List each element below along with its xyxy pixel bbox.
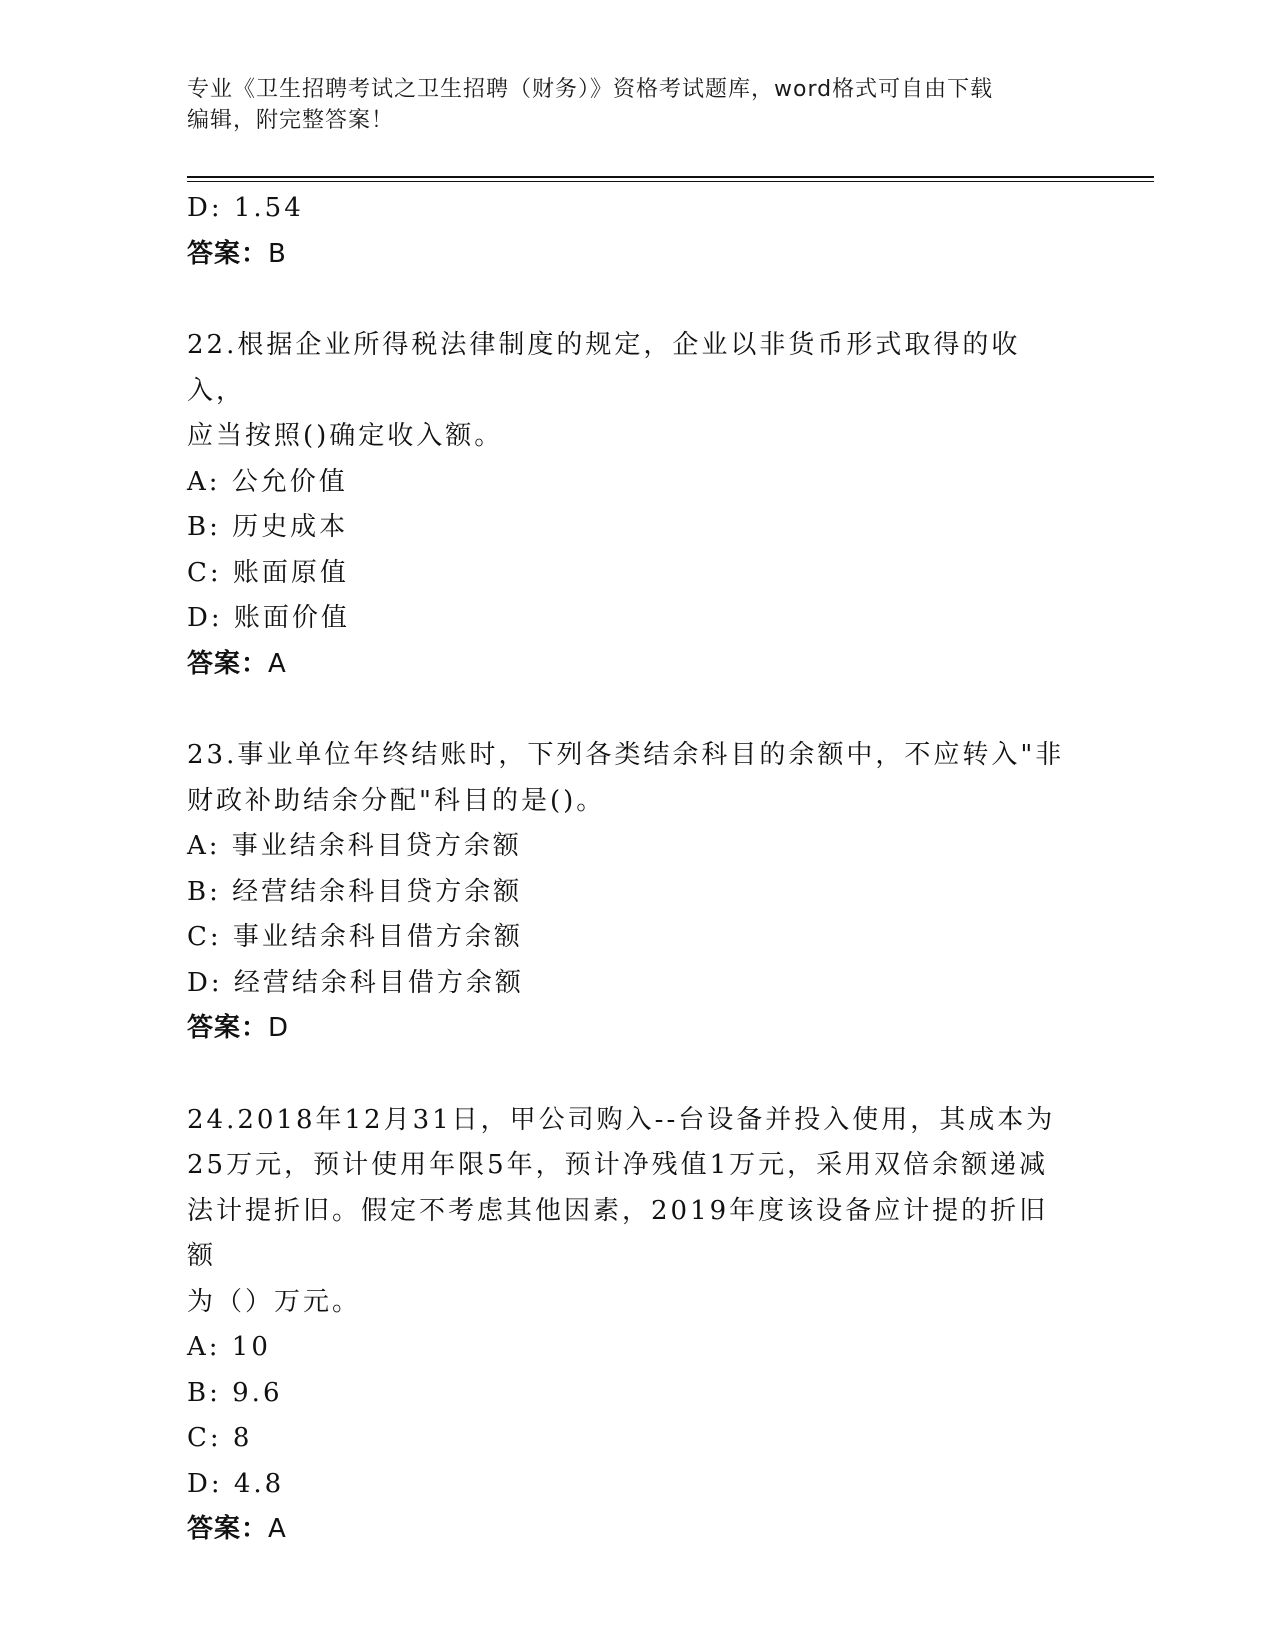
answer-value: D	[268, 1013, 290, 1043]
header-line-1: 专业《卫生招聘考试之卫生招聘（财务）》资格考试题库，word格式可自由下载	[187, 77, 994, 102]
answer-value: A	[268, 1514, 287, 1544]
stem-line: 25万元，预计使用年限5年，预计净残值1万元，采用双倍余额递减	[187, 1150, 1049, 1180]
option-d: D: 经营结余科目借方余额	[187, 967, 524, 998]
answer-label: 答案：	[187, 1514, 269, 1544]
stem-line: 为（）万元。	[187, 1286, 362, 1317]
header-divider-thin	[187, 181, 1154, 182]
stem-line: 应当按照()确定收入额。	[187, 421, 504, 451]
question-list	[187, 186, 1067, 1553]
spacer	[187, 277, 1067, 323]
option-d: D: 4.8	[187, 1468, 285, 1499]
question-22	[187, 323, 1067, 687]
answer-value: B	[268, 238, 287, 269]
header-line-2: 编辑，附完整答案！	[187, 108, 395, 133]
option-b: B: 经营结余科目贷方余额	[187, 876, 523, 907]
spacer	[187, 1052, 1067, 1098]
option-b: B: 9.6	[187, 1377, 283, 1408]
option-a: A: 公允价值	[187, 466, 348, 497]
answer-label: 答案：	[187, 238, 269, 269]
stem-line: 24.2018年12月31日，甲公司购入--台设备并投入使用，其成本为	[187, 1104, 1056, 1135]
answer-value: A	[268, 648, 287, 679]
stem-line: 财政补助结余分配"科目的是()。	[187, 785, 606, 816]
option-b: B: 历史成本	[187, 512, 349, 542]
stem-line: 23.事业单位年终结账时，下列各类结余科目的余额中，不应转入"非	[187, 740, 1065, 770]
question-stem	[187, 733, 1067, 824]
answer	[187, 642, 1067, 688]
answer-label: 答案：	[187, 1013, 269, 1043]
question-23	[187, 733, 1067, 1052]
option-c: C: 8	[187, 1423, 253, 1453]
document-header	[187, 74, 1067, 136]
prev-answer	[187, 232, 1067, 278]
option-c: C: 事业结余科目借方余额	[187, 922, 523, 952]
stem-line: 法计提折旧。假定不考虑其他因素，2019年度该设备应计提的折旧额	[187, 1195, 1049, 1271]
answer-label: 答案：	[187, 648, 269, 679]
question-stem	[187, 1098, 1067, 1326]
spacer	[187, 687, 1067, 733]
option-a: A: 事业结余科目贷方余额	[187, 831, 522, 861]
question-24	[187, 1098, 1067, 1553]
stem-line: 22.根据企业所得税法律制度的规定，企业以非货币形式取得的收入，	[187, 330, 1021, 406]
option-a: A: 10	[187, 1332, 271, 1362]
prev-option-d: D: 1.54	[187, 193, 304, 223]
option-c: C: 账面原值	[187, 557, 349, 588]
question-stem	[187, 323, 1067, 460]
header-divider-thick	[187, 176, 1154, 178]
answer	[187, 1006, 1067, 1052]
option-d: D: 账面价值	[187, 603, 350, 633]
answer	[187, 1507, 1067, 1553]
